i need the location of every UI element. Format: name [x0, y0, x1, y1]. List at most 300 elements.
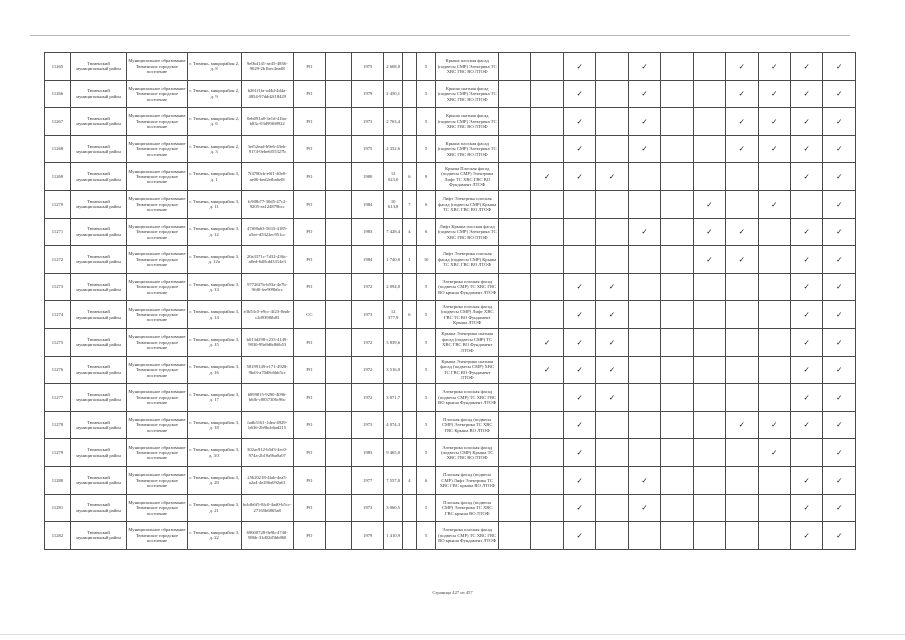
area-cell: 3 516,0: [384, 356, 402, 384]
empty-check-cell: [726, 273, 758, 301]
check-mark-icon: ✓: [790, 163, 822, 191]
check-mark-icon: ✓: [596, 384, 628, 412]
year-cell: 1979: [352, 80, 384, 108]
floors-cell: 6: [402, 163, 416, 191]
empty-check-cell: [693, 522, 725, 550]
check-mark-icon: ✓: [563, 466, 595, 494]
region-cell: Тюменский муниципальный район: [70, 190, 126, 218]
check-mark-icon: ✓: [823, 384, 856, 412]
empty-check-cell: [499, 53, 531, 81]
check-mark-icon: ✓: [596, 273, 628, 301]
floors-cell: 1: [402, 246, 416, 274]
empty-check-cell: [726, 439, 758, 467]
area-cell: 1 740,0: [384, 246, 402, 274]
form-cell: РО: [293, 494, 325, 522]
form-cell: РО: [293, 522, 325, 550]
check-mark-icon: ✓: [693, 246, 725, 274]
empty-check-cell: [726, 356, 758, 384]
table-row: [45, 273, 856, 301]
empty-check-cell: [628, 163, 660, 191]
check-mark-icon: ✓: [823, 190, 856, 218]
guid-cell: 6899815-9290-4096-b6fb-c8837306c96c: [241, 384, 293, 412]
empty-check-cell: [499, 356, 531, 384]
guid-cell: b261f1fa-a44d-4d4a-4854-97ddd2f18429: [241, 80, 293, 108]
empty-check-cell: [596, 135, 628, 163]
check-mark-icon: ✓: [758, 411, 790, 439]
settlement-cell: Муниципальное образование Тюменское городское поселение: [127, 135, 188, 163]
empty-check-cell: [726, 328, 758, 356]
empty-check-cell: [661, 218, 693, 246]
row-number: 11267: [45, 108, 71, 136]
empty-check-cell: [563, 246, 595, 274]
works-cell: Лифт Электрика плоская фасад (подвесы СМР) Крыша ТС ХВС ГВС ВО ЛТОФ: [436, 246, 499, 274]
check-mark-icon: ✓: [563, 108, 595, 136]
address-cell: г. Тюмень, микрорайон 3, д. 14: [187, 301, 241, 329]
address-cell: г. Тюмень, микрорайон 3, д. 22: [187, 522, 241, 550]
row-number: 11274: [45, 301, 71, 329]
empty-check-cell: [693, 466, 725, 494]
year-cell: 1973: [352, 494, 384, 522]
empty-check-cell: [596, 53, 628, 81]
blank-cell: [326, 190, 352, 218]
region-cell: Тюменский муниципальный район: [70, 411, 126, 439]
check-mark-icon: ✓: [758, 190, 790, 218]
empty-check-cell: [628, 273, 660, 301]
table-row: [45, 163, 856, 191]
empty-check-cell: [693, 108, 725, 136]
empty-check-cell: [661, 163, 693, 191]
entrances-cell: 5: [416, 494, 435, 522]
floors-cell: [402, 411, 416, 439]
table-row: [45, 328, 856, 356]
entrances-cell: 10: [416, 246, 435, 274]
region-cell: Тюменский муниципальный район: [70, 273, 126, 301]
area-cell: 10 613,8: [384, 190, 402, 218]
row-number: 11266: [45, 80, 71, 108]
row-number: 11277: [45, 384, 71, 412]
empty-check-cell: [531, 439, 563, 467]
empty-check-cell: [693, 273, 725, 301]
check-mark-icon: ✓: [726, 135, 758, 163]
row-number: 11268: [45, 135, 71, 163]
works-cell: Крыша Электрика скатная фасад (подвесы СМР) ХВС ТС ГВС ВО Фундамент ЛТОФ: [436, 356, 499, 384]
check-mark-icon: ✓: [823, 108, 856, 136]
empty-check-cell: [661, 190, 693, 218]
empty-check-cell: [661, 53, 693, 81]
form-cell: РО: [293, 273, 325, 301]
floors-cell: 4: [402, 466, 416, 494]
check-mark-icon: ✓: [758, 80, 790, 108]
area-cell: 2 608,0: [384, 53, 402, 81]
guid-cell: e3b53c5-e9cc-4f23-8eab-c2d9398fb83: [241, 301, 293, 329]
empty-check-cell: [596, 80, 628, 108]
empty-check-cell: [758, 466, 790, 494]
entrances-cell: 9: [416, 163, 435, 191]
check-mark-icon: ✓: [531, 328, 563, 356]
address-cell: г. Тюмень, микрорайон 3, д. 16: [187, 356, 241, 384]
settlement-cell: Муниципальное образование Тюменское городское поселение: [127, 356, 188, 384]
empty-check-cell: [661, 301, 693, 329]
guid-cell: fadb5161-1dea-4929-b636-2b9bcb6ad215: [241, 411, 293, 439]
entrances-cell: 5: [416, 108, 435, 136]
check-mark-icon: ✓: [823, 273, 856, 301]
area-cell: 12 377,9: [384, 301, 402, 329]
check-mark-icon: ✓: [790, 411, 822, 439]
guid-cell: 69600728-0e9b-4740-986b-31d02d5bb860: [241, 522, 293, 550]
check-mark-icon: ✓: [563, 356, 595, 384]
empty-check-cell: [499, 108, 531, 136]
entrances-cell: 5: [416, 301, 435, 329]
empty-check-cell: [531, 80, 563, 108]
row-number: 11271: [45, 218, 71, 246]
settlement-cell: Муниципальное образование Тюменское городское поселение: [127, 218, 188, 246]
settlement-cell: Муниципальное образование Тюменское городское поселение: [127, 411, 188, 439]
blank-cell: [326, 494, 352, 522]
empty-check-cell: [499, 494, 531, 522]
guid-cell: b013d298-c233-4149-9830-99a9d6d66b53: [241, 328, 293, 356]
check-mark-icon: ✓: [628, 218, 660, 246]
region-cell: Тюменский муниципальный район: [70, 163, 126, 191]
floors-cell: [402, 273, 416, 301]
check-mark-icon: ✓: [823, 356, 856, 384]
check-mark-icon: ✓: [790, 273, 822, 301]
settlement-cell: Муниципальное образование Тюменское городское поселение: [127, 439, 188, 467]
table-row: [45, 80, 856, 108]
check-mark-icon: ✓: [531, 356, 563, 384]
check-mark-icon: ✓: [790, 246, 822, 274]
check-mark-icon: ✓: [628, 80, 660, 108]
works-cell: Крыша плоская фасад (подвесы СМР) Электрика ТС ХВС ГВС ВО ЛТОФ: [436, 53, 499, 81]
table-row: [45, 466, 856, 494]
year-cell: 1979: [352, 522, 384, 550]
floors-cell: [402, 108, 416, 136]
check-mark-icon: ✓: [596, 301, 628, 329]
check-mark-icon: ✓: [823, 411, 856, 439]
empty-check-cell: [693, 163, 725, 191]
empty-check-cell: [596, 411, 628, 439]
empty-check-cell: [726, 466, 758, 494]
empty-check-cell: [661, 411, 693, 439]
year-cell: 1984: [352, 190, 384, 218]
empty-check-cell: [661, 80, 693, 108]
area-cell: 3 060,5: [384, 494, 402, 522]
address-cell: г. Тюмень, микрорайон 2, д. 8: [187, 53, 241, 81]
check-mark-icon: ✓: [563, 494, 595, 522]
check-mark-icon: ✓: [563, 439, 595, 467]
empty-check-cell: [726, 522, 758, 550]
area-cell: 4 074,3: [384, 411, 402, 439]
entrances-cell: 5: [416, 411, 435, 439]
blank-cell: [326, 328, 352, 356]
address-cell: г. Тюмень, микрорайон 3, д. 11: [187, 190, 241, 218]
empty-check-cell: [726, 163, 758, 191]
empty-check-cell: [628, 411, 660, 439]
settlement-cell: Муниципальное образование Тюменское городское поселение: [127, 466, 188, 494]
check-mark-icon: ✓: [693, 218, 725, 246]
check-mark-icon: ✓: [823, 246, 856, 274]
area-cell: 9 465,0: [384, 439, 402, 467]
table-row: [45, 218, 856, 246]
check-mark-icon: ✓: [823, 328, 856, 356]
check-mark-icon: ✓: [563, 301, 595, 329]
entrances-cell: 5: [416, 328, 435, 356]
check-mark-icon: ✓: [758, 108, 790, 136]
address-cell: г. Тюмень, микрорайон 2, д. 3: [187, 135, 241, 163]
check-mark-icon: ✓: [823, 218, 856, 246]
check-mark-icon: ✓: [823, 135, 856, 163]
check-mark-icon: ✓: [563, 522, 595, 550]
empty-check-cell: [531, 53, 563, 81]
check-mark-icon: ✓: [563, 80, 595, 108]
year-cell: 1973: [352, 108, 384, 136]
blank-cell: [326, 53, 352, 81]
check-mark-icon: ✓: [563, 163, 595, 191]
check-mark-icon: ✓: [628, 53, 660, 81]
works-cell: Электрика плоская фасад (подвесы СМР) ТС ХВС ГВС ВО крыша Фундамент ЛТОФ: [436, 384, 499, 412]
empty-check-cell: [499, 190, 531, 218]
table-row: [45, 384, 856, 412]
table-row: [45, 108, 856, 136]
empty-check-cell: [693, 80, 725, 108]
address-cell: г. Тюмень, микрорайон 3, д. 18: [187, 411, 241, 439]
table-row: [45, 301, 856, 329]
settlement-cell: Муниципальное образование Тюменское городское поселение: [127, 80, 188, 108]
area-cell: 7 557,0: [384, 466, 402, 494]
form-cell: РО: [293, 246, 325, 274]
entrances-cell: 5: [416, 356, 435, 384]
check-mark-icon: ✓: [823, 466, 856, 494]
check-mark-icon: ✓: [563, 273, 595, 301]
empty-check-cell: [790, 190, 822, 218]
address-cell: г. Тюмень, микрорайон 3, д. 3/3: [187, 439, 241, 467]
blank-cell: [326, 246, 352, 274]
blank-cell: [326, 135, 352, 163]
area-cell: 2 352,6: [384, 135, 402, 163]
check-mark-icon: ✓: [823, 301, 856, 329]
empty-check-cell: [596, 466, 628, 494]
year-cell: 1972: [352, 273, 384, 301]
floors-cell: 7: [402, 190, 416, 218]
empty-check-cell: [693, 439, 725, 467]
check-mark-icon: ✓: [790, 53, 822, 81]
empty-check-cell: [531, 522, 563, 550]
empty-check-cell: [499, 411, 531, 439]
settlement-cell: Муниципальное образование Тюменское городское поселение: [127, 246, 188, 274]
check-mark-icon: ✓: [693, 190, 725, 218]
empty-check-cell: [596, 190, 628, 218]
row-number: 11272: [45, 246, 71, 274]
blank-cell: [326, 301, 352, 329]
works-cell: Крыша скатная фасад (подвесы СМР) Электрика ТС ХВС ГВС ВО ЛТОФ: [436, 108, 499, 136]
empty-check-cell: [531, 494, 563, 522]
blank-cell: [326, 356, 352, 384]
row-number: 11269: [45, 163, 71, 191]
empty-check-cell: [661, 466, 693, 494]
area-cell: 3 071,7: [384, 384, 402, 412]
area-cell: 2 094,0: [384, 273, 402, 301]
guid-cell: 0eb091a8-3e1d-41ba-b83c-03d99f68922: [241, 108, 293, 136]
empty-check-cell: [661, 108, 693, 136]
entrances-cell: 5: [416, 80, 435, 108]
check-mark-icon: ✓: [823, 494, 856, 522]
floors-cell: 4: [402, 218, 416, 246]
empty-check-cell: [758, 273, 790, 301]
region-cell: Тюменский муниципальный район: [70, 53, 126, 81]
year-cell: 1972: [352, 384, 384, 412]
form-cell: РО: [293, 466, 325, 494]
empty-check-cell: [693, 328, 725, 356]
empty-check-cell: [693, 53, 725, 81]
row-number: 11276: [45, 356, 71, 384]
entrances-cell: 5: [416, 273, 435, 301]
row-number: 11275: [45, 328, 71, 356]
check-mark-icon: ✓: [726, 411, 758, 439]
empty-check-cell: [531, 411, 563, 439]
table-row: [45, 135, 856, 163]
check-mark-icon: ✓: [628, 135, 660, 163]
row-number: 11282: [45, 522, 71, 550]
address-cell: г. Тюмень, микрорайон 3, д. 12: [187, 218, 241, 246]
empty-check-cell: [531, 190, 563, 218]
empty-check-cell: [499, 466, 531, 494]
empty-check-cell: [661, 356, 693, 384]
empty-check-cell: [758, 328, 790, 356]
floors-cell: [402, 494, 416, 522]
check-mark-icon: ✓: [628, 466, 660, 494]
table-row: [45, 494, 856, 522]
check-mark-icon: ✓: [790, 108, 822, 136]
guid-cell: 25620218-4fab-4ea5-a2a4-4e296a092a61: [241, 466, 293, 494]
check-mark-icon: ✓: [726, 53, 758, 81]
region-cell: Тюменский муниципальный район: [70, 108, 126, 136]
check-mark-icon: ✓: [790, 384, 822, 412]
works-cell: Лифт Электрика плоская фасад (подвесы СМР) Крыша ТС ХВС ГВС ВО ЛТОФ: [436, 190, 499, 218]
empty-check-cell: [531, 466, 563, 494]
check-mark-icon: ✓: [790, 135, 822, 163]
region-cell: Тюменский муниципальный район: [70, 356, 126, 384]
blank-cell: [326, 384, 352, 412]
check-mark-icon: ✓: [596, 163, 628, 191]
check-mark-icon: ✓: [790, 301, 822, 329]
check-mark-icon: ✓: [726, 80, 758, 108]
floors-cell: [402, 80, 416, 108]
works-cell: Крыша Плоская фасад (подвесы СМР) Электрика Лифт ТС ХВС ГВС ВО Фундамент ЛТОФ: [436, 163, 499, 191]
address-cell: г. Тюмень, микрорайон 2, д. 6: [187, 108, 241, 136]
check-mark-icon: ✓: [758, 439, 790, 467]
empty-check-cell: [758, 356, 790, 384]
table-row: [45, 439, 856, 467]
empty-check-cell: [693, 301, 725, 329]
table-row: [45, 246, 856, 274]
empty-check-cell: [596, 439, 628, 467]
form-cell: РО: [293, 80, 325, 108]
row-number: 11273: [45, 273, 71, 301]
guid-cell: 3ef52ead-b9e6-43eb-9174-0ebe6f55327b: [241, 135, 293, 163]
address-cell: г. Тюмень, микрорайон 3, д. 13: [187, 273, 241, 301]
settlement-cell: Муниципальное образование Тюменское городское поселение: [127, 494, 188, 522]
guid-cell: 20a3371c-7d32-436c-a8ed-6d8cdd3314e3: [241, 246, 293, 274]
floors-cell: [402, 356, 416, 384]
row-number: 11279: [45, 439, 71, 467]
entrances-cell: 5: [416, 135, 435, 163]
settlement-cell: Муниципальное образование Тюменское городское поселение: [127, 301, 188, 329]
empty-check-cell: [596, 494, 628, 522]
register-table: [44, 52, 856, 550]
check-mark-icon: ✓: [563, 411, 595, 439]
empty-check-cell: [628, 439, 660, 467]
works-cell: Плоская фасад (подвесы СМР) Лифт Электрика ТС ХВС ГВС крыша ВО ЛТОФ: [436, 466, 499, 494]
region-cell: Тюменский муниципальный район: [70, 494, 126, 522]
works-cell: Крыша скатная фасад (подвесы СМР) Электрика ТС ХВС ГВС ВО ЛТОФ: [436, 80, 499, 108]
check-mark-icon: ✓: [726, 246, 758, 274]
year-cell: 1975: [352, 53, 384, 81]
empty-check-cell: [499, 135, 531, 163]
check-mark-icon: ✓: [726, 108, 758, 136]
empty-check-cell: [499, 301, 531, 329]
empty-check-cell: [758, 301, 790, 329]
year-cell: 1983: [352, 439, 384, 467]
check-mark-icon: ✓: [790, 218, 822, 246]
works-cell: Лифт Крыша плоская фасад (подвесы СМР) Электрика ТС ХВС ГВС ВО ЛТОФ: [436, 218, 499, 246]
year-cell: 1973: [352, 301, 384, 329]
region-cell: Тюменский муниципальный район: [70, 80, 126, 108]
area-cell: 2 763,4: [384, 108, 402, 136]
area-cell: 2 450,1: [384, 80, 402, 108]
address-cell: г. Тюмень, микрорайон 3, д. 15: [187, 328, 241, 356]
empty-check-cell: [661, 328, 693, 356]
empty-check-cell: [758, 246, 790, 274]
floors-cell: [402, 135, 416, 163]
table-row: [45, 522, 856, 550]
empty-check-cell: [628, 301, 660, 329]
empty-check-cell: [758, 522, 790, 550]
check-mark-icon: ✓: [563, 384, 595, 412]
row-number: 11278: [45, 411, 71, 439]
check-mark-icon: ✓: [596, 356, 628, 384]
area-cell: 7 428,4: [384, 218, 402, 246]
floors-cell: [402, 53, 416, 81]
guid-cell: 47f08a63-5633-4185-a5ee-d5322ec951cc: [241, 218, 293, 246]
empty-check-cell: [693, 384, 725, 412]
empty-check-cell: [499, 328, 531, 356]
floors-cell: [402, 522, 416, 550]
empty-check-cell: [563, 190, 595, 218]
region-cell: Тюменский муниципальный район: [70, 218, 126, 246]
entrances-cell: 5: [416, 53, 435, 81]
empty-check-cell: [499, 218, 531, 246]
check-mark-icon: ✓: [563, 53, 595, 81]
empty-check-cell: [499, 246, 531, 274]
region-cell: Тюменский муниципальный район: [70, 522, 126, 550]
empty-check-cell: [693, 135, 725, 163]
check-mark-icon: ✓: [823, 53, 856, 81]
check-mark-icon: ✓: [758, 135, 790, 163]
entrances-cell: 5: [416, 522, 435, 550]
guid-cell: fc9f8b77-30d5-47c2-9205-ea124879bcc: [241, 190, 293, 218]
works-cell: Крыша плоская фасад (подвесы СМР) Электрика ТС ХВС ГВС ВО ЛТОФ: [436, 135, 499, 163]
table-row: [45, 411, 856, 439]
empty-check-cell: [758, 384, 790, 412]
address-cell: г. Тюмень, микрорайон 3, д. 1: [187, 163, 241, 191]
check-mark-icon: ✓: [596, 328, 628, 356]
settlement-cell: Муниципальное образование Тюменское городское поселение: [127, 108, 188, 136]
address-cell: г. Тюмень, микрорайон 3, д. 20: [187, 466, 241, 494]
empty-check-cell: [499, 522, 531, 550]
blank-cell: [326, 439, 352, 467]
address-cell: г. Тюмень, микрорайон 3, д. 17: [187, 384, 241, 412]
settlement-cell: Муниципальное образование Тюменское городское поселение: [127, 328, 188, 356]
check-mark-icon: ✓: [790, 80, 822, 108]
